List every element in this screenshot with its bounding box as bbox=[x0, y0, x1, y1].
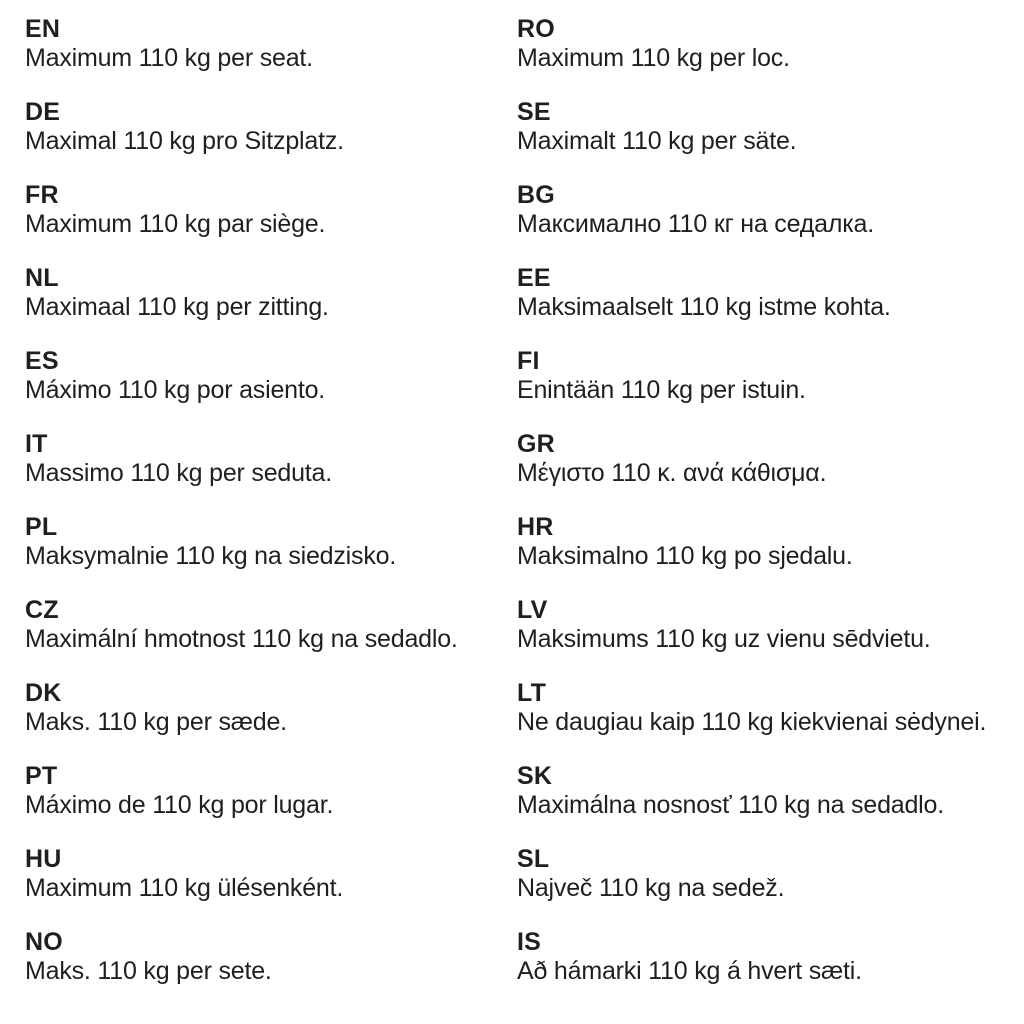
language-code: EN bbox=[25, 15, 61, 43]
language-code: SL bbox=[517, 845, 550, 873]
language-code: NL bbox=[25, 264, 59, 292]
translation-text: Máximo de 110 kg por lugar. bbox=[25, 791, 334, 819]
language-code: LT bbox=[517, 679, 547, 707]
translation-text: Maximum 110 kg ülésenként. bbox=[25, 874, 344, 902]
language-entry bbox=[25, 347, 492, 405]
translation-text: Maximálna nosnosť 110 kg na sedadlo. bbox=[517, 791, 944, 819]
translation-text: Maximal 110 kg pro Sitzplatz. bbox=[25, 127, 344, 155]
language-code: CZ bbox=[25, 596, 59, 624]
language-code: IT bbox=[25, 430, 48, 458]
translation-text: Maximaal 110 kg per zitting. bbox=[25, 293, 329, 321]
language-entry bbox=[25, 15, 492, 73]
language-code: BG bbox=[517, 181, 555, 209]
language-entry bbox=[517, 513, 1009, 571]
language-code: HR bbox=[517, 513, 554, 541]
language-entry bbox=[25, 181, 492, 239]
translation-text: Maximum 110 kg par siège. bbox=[25, 210, 326, 238]
language-entry bbox=[517, 98, 1009, 156]
language-code: ES bbox=[25, 347, 59, 375]
translation-text: Maksimums 110 kg uz vienu sēdvietu. bbox=[517, 625, 931, 653]
translation-text: Enintään 110 kg per istuin. bbox=[517, 376, 806, 404]
translation-text: Að hámarki 110 kg á hvert sæti. bbox=[517, 957, 862, 985]
translation-text: Maksymalnie 110 kg na siedzisko. bbox=[25, 542, 397, 570]
language-code: LV bbox=[517, 596, 548, 624]
language-entry bbox=[25, 762, 492, 820]
translation-text: Massimo 110 kg per seduta. bbox=[25, 459, 332, 487]
language-entry bbox=[25, 845, 492, 903]
language-code: SE bbox=[517, 98, 551, 126]
translation-text: Ne daugiau kaip 110 kg kiekvienai sėdynei. bbox=[517, 708, 987, 736]
language-entry bbox=[517, 679, 1009, 737]
translation-text: Максимално 110 кг на седалка. bbox=[517, 210, 874, 238]
language-code: DE bbox=[25, 98, 61, 126]
language-code: RO bbox=[517, 15, 555, 43]
translation-text: Maks. 110 kg per sete. bbox=[25, 957, 272, 985]
language-entry bbox=[25, 596, 492, 654]
language-entry bbox=[517, 928, 1009, 986]
right-column bbox=[517, 15, 1009, 1011]
translation-text: Največ 110 kg na sedež. bbox=[517, 874, 785, 902]
translation-text: Máximo 110 kg por asiento. bbox=[25, 376, 326, 404]
language-code: DK bbox=[25, 679, 62, 707]
language-entry bbox=[25, 679, 492, 737]
language-entry bbox=[517, 430, 1009, 488]
left-column bbox=[25, 15, 492, 1011]
language-entry bbox=[517, 762, 1009, 820]
language-code: IS bbox=[517, 928, 542, 956]
language-entry bbox=[517, 15, 1009, 73]
language-entry bbox=[517, 596, 1009, 654]
language-code: PT bbox=[25, 762, 58, 790]
language-entry bbox=[25, 928, 492, 986]
language-code: HU bbox=[25, 845, 62, 873]
language-entry bbox=[517, 264, 1009, 322]
language-code: PL bbox=[25, 513, 58, 541]
language-code: NO bbox=[25, 928, 63, 956]
language-entry bbox=[517, 845, 1009, 903]
language-code: FR bbox=[25, 181, 59, 209]
language-code: GR bbox=[517, 430, 555, 458]
language-entry bbox=[25, 264, 492, 322]
language-code: EE bbox=[517, 264, 551, 292]
translation-text: Maximalt 110 kg per säte. bbox=[517, 127, 797, 155]
language-entry bbox=[25, 513, 492, 571]
translation-text: Maximum 110 kg per loc. bbox=[517, 44, 790, 72]
language-code: FI bbox=[517, 347, 540, 375]
translation-text: Maksimaalselt 110 kg istme kohta. bbox=[517, 293, 891, 321]
language-code: SK bbox=[517, 762, 553, 790]
language-entry bbox=[25, 430, 492, 488]
translation-text: Maks. 110 kg per sæde. bbox=[25, 708, 287, 736]
translation-text: Maksimalno 110 kg po sjedalu. bbox=[517, 542, 853, 570]
language-entry bbox=[25, 98, 492, 156]
translation-text: Maximum 110 kg per seat. bbox=[25, 44, 313, 72]
language-entry bbox=[517, 347, 1009, 405]
translation-text: Maximální hmotnost 110 kg na sedadlo. bbox=[25, 625, 458, 653]
translation-text: Μέγιστο 110 κ. ανά κάθισμα. bbox=[517, 459, 827, 487]
language-entry bbox=[517, 181, 1009, 239]
